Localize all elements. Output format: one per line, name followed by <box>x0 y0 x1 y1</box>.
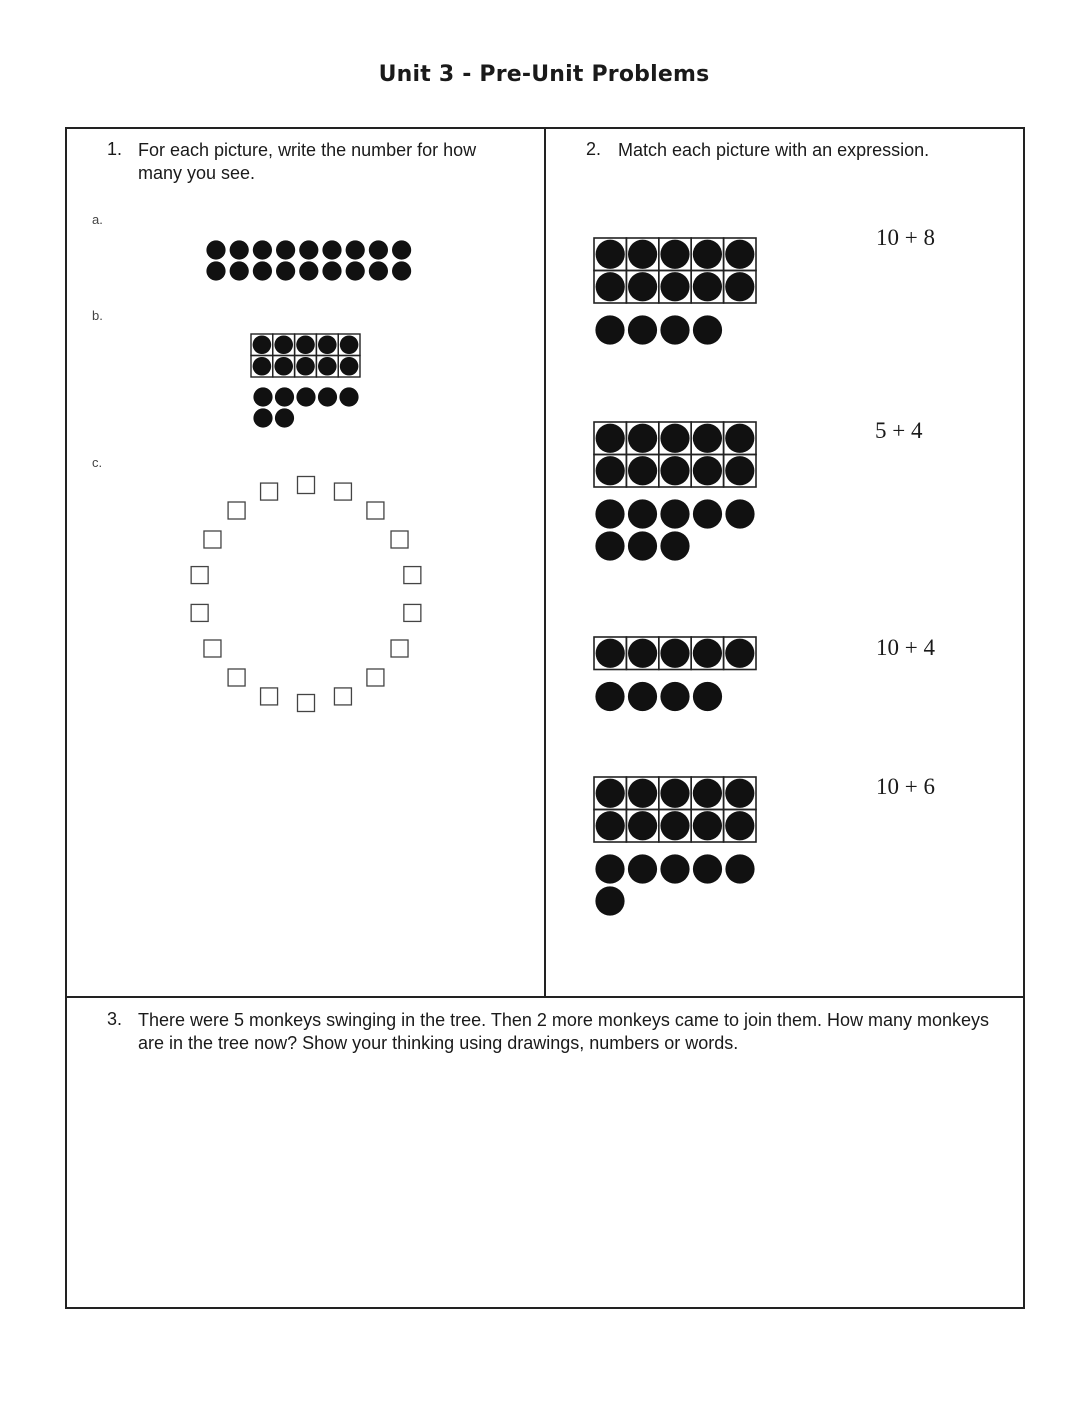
square <box>261 483 278 500</box>
dot <box>660 424 689 453</box>
dot <box>318 357 337 376</box>
dot <box>660 456 689 485</box>
dot <box>628 531 657 560</box>
dot <box>339 387 358 406</box>
dot <box>693 456 722 485</box>
dot <box>596 779 625 808</box>
part-a-label: a. <box>92 212 103 227</box>
expression-3: 10 + 4 <box>876 635 935 660</box>
dot <box>596 639 625 668</box>
dot <box>628 315 657 344</box>
dot <box>322 240 341 259</box>
expression-2: 5 + 4 <box>875 418 923 443</box>
dot <box>346 261 365 280</box>
dot <box>340 335 359 354</box>
dot <box>725 240 754 269</box>
dot <box>660 240 689 269</box>
dot <box>660 272 689 301</box>
dot <box>596 272 625 301</box>
dot <box>275 408 294 427</box>
dot <box>253 335 272 354</box>
dot <box>369 261 388 280</box>
dot <box>595 315 624 344</box>
dot <box>299 261 318 280</box>
dot <box>296 387 315 406</box>
problem-2-text: Match each picture with an expression. <box>618 140 930 160</box>
dot <box>206 261 225 280</box>
dot <box>693 240 722 269</box>
problem-1-text: For each picture, write the number for how many you see. <box>138 140 477 183</box>
dot <box>628 272 657 301</box>
square <box>228 669 245 686</box>
square <box>367 502 384 519</box>
dot <box>693 315 722 344</box>
dot <box>253 240 272 259</box>
dot <box>660 854 689 883</box>
dot <box>660 811 689 840</box>
part-c-label: c. <box>92 455 103 470</box>
expression-4: 10 + 6 <box>876 774 935 799</box>
square <box>404 604 421 621</box>
dot <box>253 387 272 406</box>
problem-3-text: There were 5 monkeys swinging in the tree. Then 2 more monkeys came to join them. How many monkeys are in the tree now? Show your thinking using drawings, numbers or words. <box>138 1010 990 1053</box>
dot <box>318 387 337 406</box>
problem-1-number: 1. <box>107 139 123 159</box>
dot <box>693 811 722 840</box>
dot <box>274 357 293 376</box>
square <box>228 502 245 519</box>
square <box>261 688 278 705</box>
dot <box>299 240 318 259</box>
dot <box>693 499 722 528</box>
dot <box>595 499 624 528</box>
dot <box>595 854 624 883</box>
dot <box>276 240 295 259</box>
dot <box>253 408 272 427</box>
dot <box>628 779 657 808</box>
dot <box>276 261 295 280</box>
dot <box>392 240 411 259</box>
dot <box>628 811 657 840</box>
dot <box>340 357 359 376</box>
dot <box>660 315 689 344</box>
dot <box>660 499 689 528</box>
dot <box>660 531 689 560</box>
square <box>298 695 315 712</box>
dot <box>596 240 625 269</box>
dot <box>296 335 315 354</box>
dot <box>693 424 722 453</box>
dot <box>660 682 689 711</box>
square <box>391 531 408 548</box>
dot <box>206 240 225 259</box>
dot <box>596 424 625 453</box>
dot <box>595 531 624 560</box>
dot <box>596 811 625 840</box>
square <box>334 688 351 705</box>
dot <box>725 639 754 668</box>
part-b-label: b. <box>92 308 103 323</box>
dot <box>660 639 689 668</box>
square <box>334 483 351 500</box>
dot <box>693 639 722 668</box>
dot <box>369 240 388 259</box>
square <box>204 640 221 657</box>
dot <box>274 335 293 354</box>
dot <box>725 811 754 840</box>
dot <box>693 272 722 301</box>
square <box>191 567 208 584</box>
dot <box>628 639 657 668</box>
dot <box>628 682 657 711</box>
dot <box>725 499 754 528</box>
page-title: Unit 3 - Pre-Unit Problems <box>378 62 710 87</box>
dot <box>725 854 754 883</box>
dot <box>693 854 722 883</box>
dot <box>595 886 624 915</box>
dot <box>595 682 624 711</box>
square <box>391 640 408 657</box>
dot <box>346 240 365 259</box>
dot <box>322 261 341 280</box>
dot <box>628 456 657 485</box>
dot <box>628 240 657 269</box>
dot <box>725 456 754 485</box>
square <box>204 531 221 548</box>
dot <box>660 779 689 808</box>
dot <box>693 682 722 711</box>
dot <box>628 499 657 528</box>
dot <box>392 261 411 280</box>
dot <box>596 456 625 485</box>
dot <box>253 261 272 280</box>
dot <box>253 357 272 376</box>
expression-1: 10 + 8 <box>876 225 935 250</box>
dot <box>318 335 337 354</box>
dot <box>628 854 657 883</box>
dot <box>230 240 249 259</box>
square <box>367 669 384 686</box>
square <box>404 567 421 584</box>
dot <box>693 779 722 808</box>
square <box>298 477 315 494</box>
dot <box>725 272 754 301</box>
dot <box>275 387 294 406</box>
problem-2-number: 2. <box>586 139 602 159</box>
dot <box>628 424 657 453</box>
dot <box>230 261 249 280</box>
problem-3-number: 3. <box>107 1009 123 1029</box>
square <box>191 604 208 621</box>
dot <box>725 779 754 808</box>
dot <box>296 357 315 376</box>
dot <box>725 424 754 453</box>
